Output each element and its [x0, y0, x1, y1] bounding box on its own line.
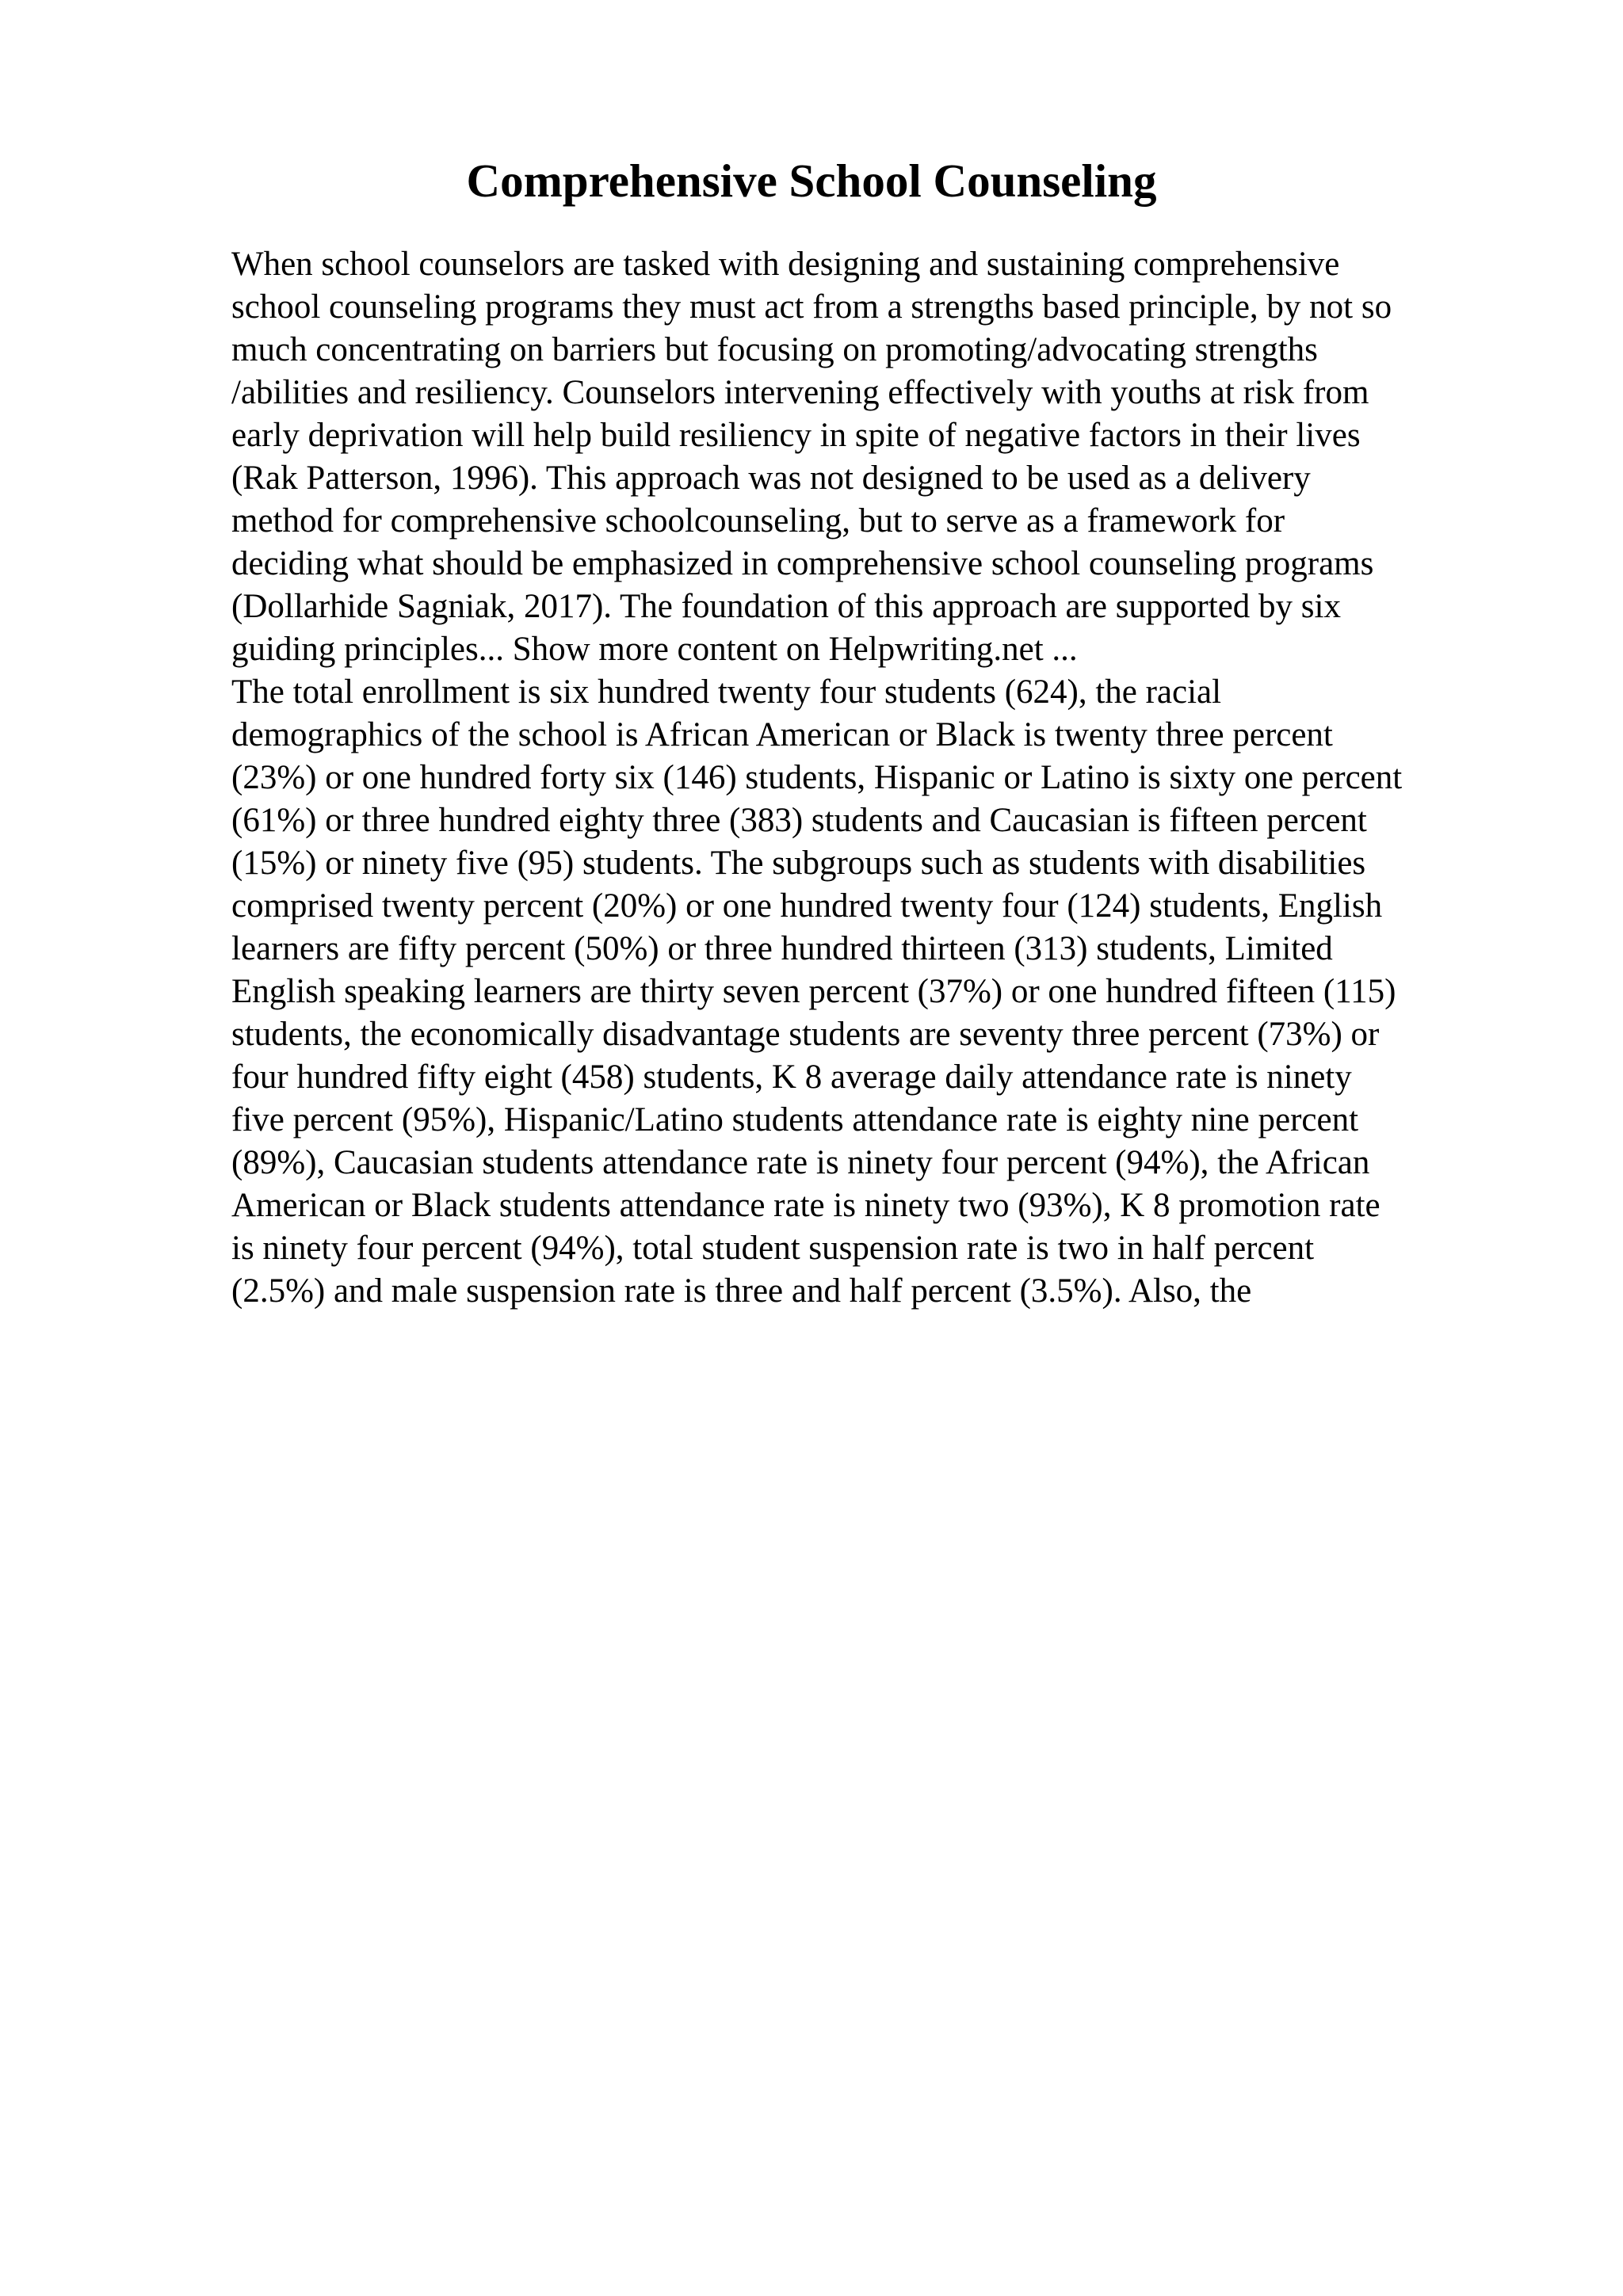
- body-line: (89%), Caucasian students attendance rate is ninety four percent (94%), the African: [231, 1144, 1370, 1181]
- body-line: (2.5%) and male suspension rate is three and half percent (3.5%). Also, the: [231, 1272, 1252, 1310]
- body-line: is ninety four percent (94%), total student suspension rate is two in half percent: [231, 1230, 1315, 1267]
- body-line: method for comprehensive schoolcounseling, but to serve as a framework for: [231, 502, 1285, 540]
- body-line: demographics of the school is African American or Black is twenty three percent: [231, 716, 1333, 753]
- body-line: (Rak Patterson, 1996). This approach was not designed to be used as a delivery: [231, 460, 1311, 497]
- body-line: English speaking learners are thirty seven percent (37%) or one hundred fifteen (115): [231, 973, 1396, 1010]
- body-line: four hundred fifty eight (458) students, K 8 average daily attendance rate is ninety: [231, 1058, 1352, 1096]
- body-line: school counseling programs they must act from a strengths based principle, by not so: [231, 288, 1392, 326]
- body-line: (15%) or ninety five (95) students. The subgroups such as students with disabilities: [231, 845, 1366, 882]
- body-line: (61%) or three hundred eighty three (383) students and Caucasian is fifteen percent: [231, 802, 1367, 839]
- body-line: /abilities and resiliency. Counselors intervening effectively with youths at risk from: [231, 374, 1369, 411]
- body-line: five percent (95%), Hispanic/Latino students attendance rate is eighty nine percent: [231, 1101, 1359, 1138]
- body-line: When school counselors are tasked with designing and sustaining comprehensive: [231, 246, 1340, 283]
- document-body: [231, 243, 1515, 1313]
- body-line-show-more: guiding principles... Show more content on Helpwriting.net ...: [231, 631, 1078, 668]
- body-line: American or Black students attendance rate is ninety two (93%), K 8 promotion rate: [231, 1187, 1381, 1224]
- body-line: comprised twenty percent (20%) or one hundred twenty four (124) students, English: [231, 887, 1383, 925]
- body-line: The total enrollment is six hundred twenty four students (624), the racial: [231, 673, 1222, 711]
- body-line: learners are fifty percent (50%) or three hundred thirteen (313) students, Limited: [231, 930, 1333, 967]
- body-line: much concentrating on barriers but focusing on promoting/advocating strengths: [231, 331, 1318, 368]
- document-title: Comprehensive School Counseling: [466, 154, 1157, 207]
- body-line: (Dollarhide Sagniak, 2017). The foundation of this approach are supported by six: [231, 588, 1341, 625]
- body-line: deciding what should be emphasized in comprehensive school counseling programs: [231, 545, 1374, 582]
- body-line: early deprivation will help build resiliency in spite of negative factors in their lives: [231, 417, 1361, 454]
- body-line: students, the economically disadvantage students are seventy three percent (73%) or: [231, 1016, 1380, 1053]
- body-line: (23%) or one hundred forty six (146) students, Hispanic or Latino is sixty one percent: [231, 759, 1403, 796]
